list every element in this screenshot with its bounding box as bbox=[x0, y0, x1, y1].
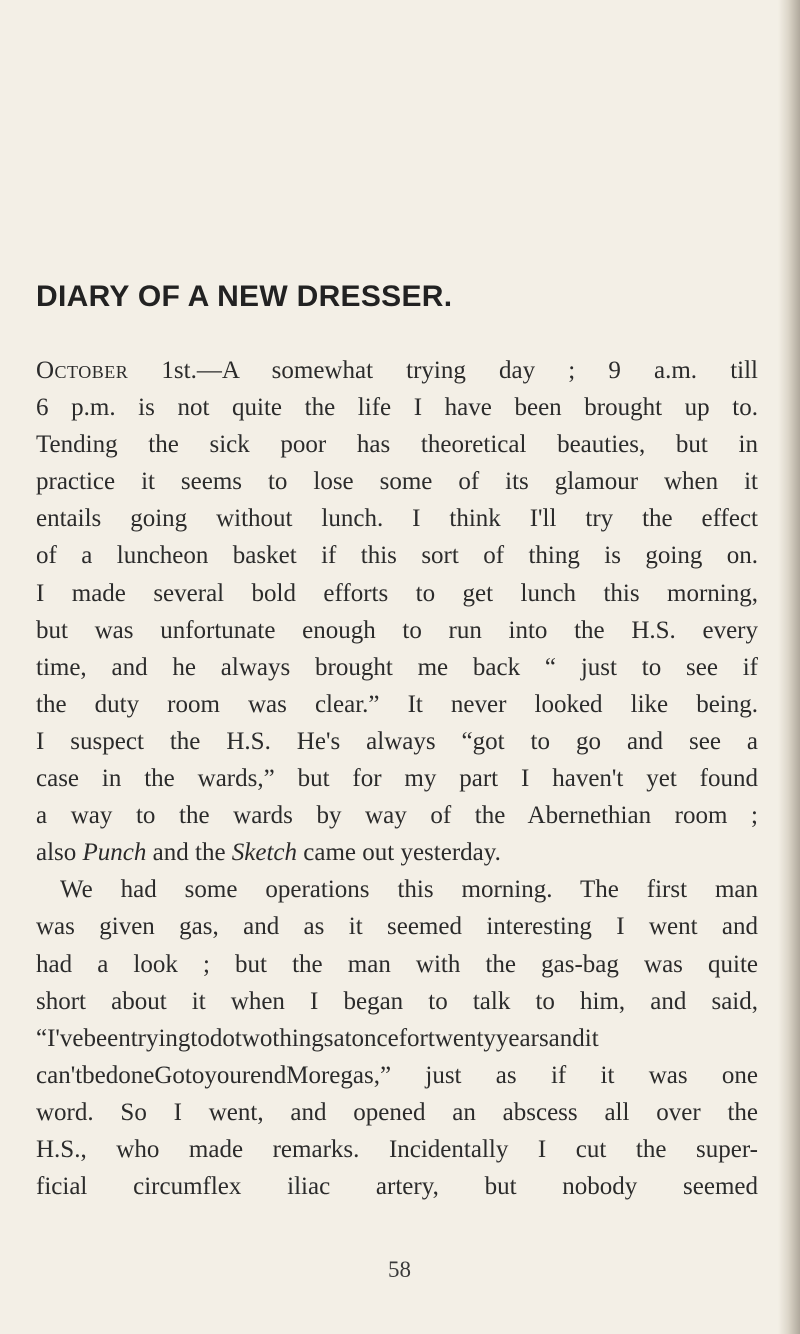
text-line-1 bbox=[36, 352, 758, 389]
text-line-6: of a luncheon basket if this sort of thing is going on. bbox=[36, 542, 758, 570]
text-line-16: was given gas, and as it seemed interesting I went and bbox=[36, 913, 758, 941]
text-line-11: I suspect the H.S. He's always “got to go and see a bbox=[36, 727, 758, 755]
line-text: came out yesterday. bbox=[297, 839, 501, 867]
publication-title-sketch: Sketch bbox=[231, 839, 298, 867]
line-text: —A somewhat trying day ; 9 a.m. till bbox=[196, 357, 758, 384]
text-line-3: Tending the sick poor has theoretical beauties, but in bbox=[36, 431, 758, 459]
text-line-17: had a look ; but the man with the gas-bag was quite bbox=[36, 950, 758, 978]
diary-entry bbox=[36, 352, 758, 1205]
text-line-9: time, and he always brought me back “ just to see if bbox=[36, 653, 758, 681]
text-line-4: practice it seems to lose some of its glamour when it bbox=[36, 468, 758, 496]
line-text: also bbox=[36, 839, 83, 867]
text-line-21: word. So I went, and opened an abscess all over the bbox=[36, 1098, 758, 1126]
text-line-13: a way to the wards by way of the Abernethian room ; bbox=[36, 802, 758, 830]
publication-title-punch: Punch bbox=[82, 839, 147, 867]
chapter-title: DIARY OF A NEW DRESSER. bbox=[36, 280, 453, 313]
text-line-14 bbox=[36, 834, 758, 871]
text-line-15: We had some operations this morning. The first man bbox=[60, 876, 758, 904]
text-line-18: short about it when I began to talk to him, and said, bbox=[36, 987, 758, 1015]
date-suffix: 1st. bbox=[128, 357, 197, 384]
text-line-2: 6 p.m. is not quite the life I have been brought up to. bbox=[36, 394, 758, 422]
text-line-20: can'tbedoneGotoyourendMoregas,” just as if it was one bbox=[36, 1061, 758, 1089]
text-line-7: I made several bold efforts to get lunch this morning, bbox=[36, 579, 758, 607]
text-line-22: H.S., who made remarks. Incidentally I cut the super- bbox=[36, 1135, 758, 1163]
page-number: 58 bbox=[388, 1257, 411, 1282]
date-label: October bbox=[36, 357, 129, 384]
text-line-10: the duty room was clear.” It never looked like being. bbox=[36, 690, 758, 718]
line-text: and the bbox=[146, 839, 232, 867]
page-edge-shadow bbox=[778, 0, 800, 1334]
text-line-8: but was unfortunate enough to run into the H.S. every bbox=[36, 616, 758, 644]
text-line-12: case in the wards,” but for my part I haven't yet found bbox=[36, 765, 758, 793]
text-line-23: ficial circumflex iliac artery, but nobody seemed bbox=[36, 1173, 758, 1201]
text-line-19: “I'vebeentryingtodotwothingsatoncefortwentyyearsandit bbox=[36, 1024, 599, 1052]
text-line-5: entails going without lunch. I think I'll try the effect bbox=[36, 505, 758, 533]
